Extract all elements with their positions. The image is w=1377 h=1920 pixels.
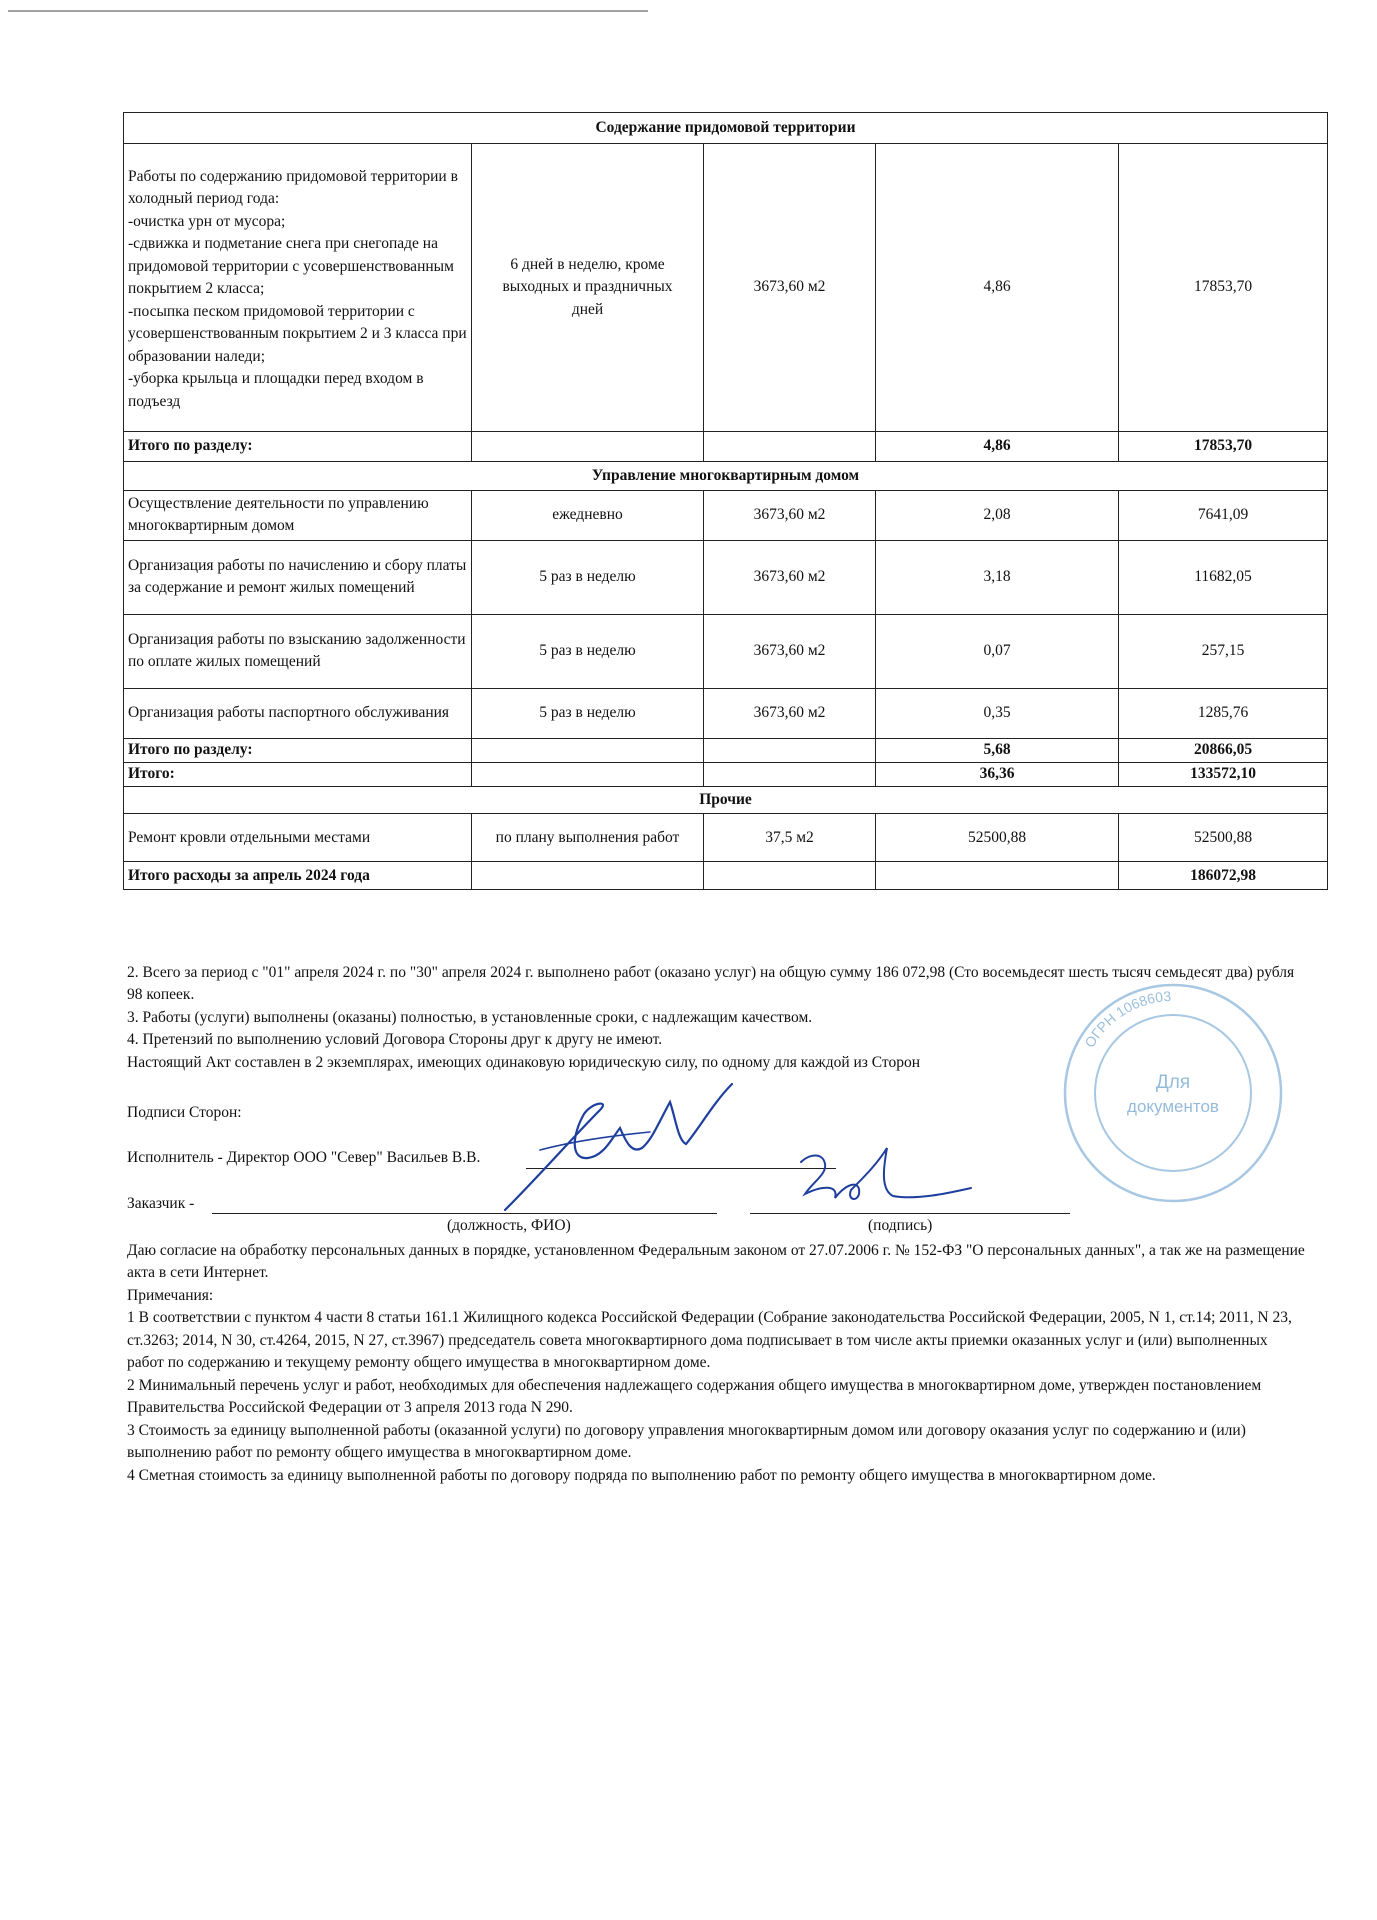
section-total-row [124, 432, 1328, 462]
section-header-row [124, 462, 1328, 491]
company-stamp [1058, 978, 1288, 1208]
table-row [124, 814, 1328, 862]
section-title-management: Управление многоквартирным домом [124, 462, 1328, 491]
note-1: 1 В соответствии с пунктом 4 части 8 статьи 161.1 Жилищного кодекса Российской Федерации (Собрание законодательства Российской Федерации, 2005, N 1, ст.14; 2011, N 23, ст.3263; 2014, N 30, ст.4264, 2015, N 27, ст.3967) председатель совета многоквартирного дома подписывает в том числе акты приемки оказанных услуг и (или) выполненных работ по содержанию и текущему ремонту общего имущества в многоквартирном доме. [127, 1309, 1292, 1372]
sum-cell: 52500,88 [1119, 814, 1328, 862]
rate-cell: 0,07 [876, 614, 1119, 688]
grand-total-label: Итого: [124, 762, 472, 786]
frequency-cell: 5 раз в неделю [472, 614, 704, 688]
volume-cell: 37,5 м2 [704, 814, 876, 862]
note-3: 3 Стоимость за единицу выполненной работы (оказанной услуги) по договору управления многоквартирным домом или договору оказания услуг по содержанию и (или) выполнению работ по ремонту общего имущества в многоквартирном доме. [127, 1421, 1246, 1462]
consent-text: Даю согласие на обработку персональных данных в порядке, установленном Федеральным законом от 27.07.2006 г. № 152-ФЗ "О персональных данных", а так же на размещение акта в сети Интернет. [127, 1242, 1305, 1282]
frequency-cell: 5 раз в неделю [472, 540, 704, 614]
work-name-cell: Организация работы паспортного обслуживания [124, 688, 472, 738]
section-header-row [124, 786, 1328, 813]
grand-total-rate: 36,36 [876, 762, 1119, 786]
stamp-ring-text: ОГРН 1068603 [1081, 987, 1172, 1051]
total-rate: 4,86 [876, 432, 1119, 462]
work-name-cell: Ремонт кровли отдельными местами [124, 814, 472, 862]
volume-cell: 3673,60 м2 [704, 540, 876, 614]
total-sum: 20866,05 [1119, 738, 1328, 762]
section-title-territory: Содержание придомовой территории [124, 113, 1328, 144]
paragraph-total-sum: 2. Всего за период с "01" апреля 2024 г. по "30" апреля 2024 г. выполнено работ (оказано услуг) на общую сумму 186 072,98 (Сто восемьдесят шесть тысяч семьдесят два) рубля 98 копеек. [127, 964, 1295, 1004]
table-row [124, 688, 1328, 738]
rate-cell: 2,08 [876, 491, 1119, 541]
sum-cell: 257,15 [1119, 614, 1328, 688]
scan-top-line [8, 10, 648, 12]
customer-line-label: Заказчик - [127, 1195, 195, 1212]
final-total-sum: 186072,98 [1119, 862, 1328, 890]
table-row [124, 540, 1328, 614]
note-2: 2 Минимальный перечень услуг и работ, необходимых для обеспечения надлежащего содержания общего имущества в многоквартирном доме, утвержден постановлением Правительства Российской Федерации от 3 апреля 2013 года N 290. [127, 1376, 1262, 1417]
rate-cell: 4,86 [876, 144, 1119, 432]
signature-caption: (подпись) [868, 1217, 933, 1234]
frequency-cell: по плану выполнения работ [472, 814, 704, 862]
rate-cell: 3,18 [876, 540, 1119, 614]
grand-total-row [124, 762, 1328, 786]
section-total-row [124, 738, 1328, 762]
volume-cell: 3673,60 м2 [704, 688, 876, 738]
executor-line-label: Исполнитель - Директор ООО "Север" Васильев В.В. [127, 1149, 481, 1166]
notes-title: Примечания: [127, 1286, 214, 1304]
sum-cell: 7641,09 [1119, 491, 1328, 541]
position-caption: (должность, ФИО) [447, 1217, 571, 1234]
section-title-other: Прочие [124, 786, 1328, 813]
customer-signature-line [750, 1213, 1070, 1214]
stamp-text-line1: Для [1155, 1072, 1191, 1093]
total-rate: 5,68 [876, 738, 1119, 762]
sum-cell: 1285,76 [1119, 688, 1328, 738]
frequency-cell: ежедневно [472, 491, 704, 541]
stamp-text-line2: документов [1127, 1097, 1219, 1116]
table-row [124, 491, 1328, 541]
services-table [123, 112, 1328, 890]
note-4: 4 Сметная стоимость за единицу выполненной работы по договору подряда по выполнению работ по ремонту общего имущества в многоквартирном доме. [127, 1466, 1156, 1484]
grand-total-sum: 133572,10 [1119, 762, 1328, 786]
work-name-cell: Осуществление деятельности по управлению многоквартирным домом [124, 491, 472, 541]
sum-cell: 11682,05 [1119, 540, 1328, 614]
work-name-cell: Работы по содержанию придомовой территории в холодный период года: -очистка урн от мусора; -сдвижка и подметание снега при снегопаде на придомовой территории с усовершенствованным покрытием 2 класса; -посыпка песком придомовой территории с усовершенствованным покрытием 2 и 3 класса при образовании наледи; -уборка крыльца и площадки перед входом в подъезд [124, 144, 472, 432]
section-header-row [124, 113, 1328, 144]
paragraph-quality: 3. Работы (услуги) выполнены (оказаны) полностью, в установленные сроки, с надлежащим качеством. [127, 1008, 813, 1026]
table-row [124, 144, 1328, 432]
work-name-cell: Организация работы по взысканию задолженности по оплате жилых помещений [124, 614, 472, 688]
total-sum: 17853,70 [1119, 432, 1328, 462]
volume-cell: 3673,60 м2 [704, 144, 876, 432]
rate-cell: 52500,88 [876, 814, 1119, 862]
paragraph-copies: Настоящий Акт составлен в 2 экземплярах, имеющих одинаковую юридическую силу, по одному для каждой из Сторон [127, 1053, 921, 1071]
executor-signature [500, 1080, 740, 1220]
final-total-label: Итого расходы за апрель 2024 года [124, 862, 472, 890]
frequency-cell: 6 дней в неделю, кроме выходных и праздничных дней [472, 144, 704, 432]
total-label: Итого по разделу: [124, 738, 472, 762]
work-name-cell: Организация работы по начислению и сбору платы за содержание и ремонт жилых помещений [124, 540, 472, 614]
sum-cell: 17853,70 [1119, 144, 1328, 432]
paragraph-no-claims: 4. Претензий по выполнению условий Договора Стороны друг к другу не имеют. [127, 1031, 663, 1049]
volume-cell: 3673,60 м2 [704, 614, 876, 688]
final-total-row [124, 862, 1328, 890]
signatures-title: Подписи Сторон: [127, 1104, 242, 1121]
total-label: Итого по разделу: [124, 432, 472, 462]
rate-cell: 0,35 [876, 688, 1119, 738]
table-row [124, 614, 1328, 688]
customer-signature [795, 1142, 975, 1212]
notes-block [127, 1240, 1307, 1487]
volume-cell: 3673,60 м2 [704, 491, 876, 541]
frequency-cell: 5 раз в неделю [472, 688, 704, 738]
